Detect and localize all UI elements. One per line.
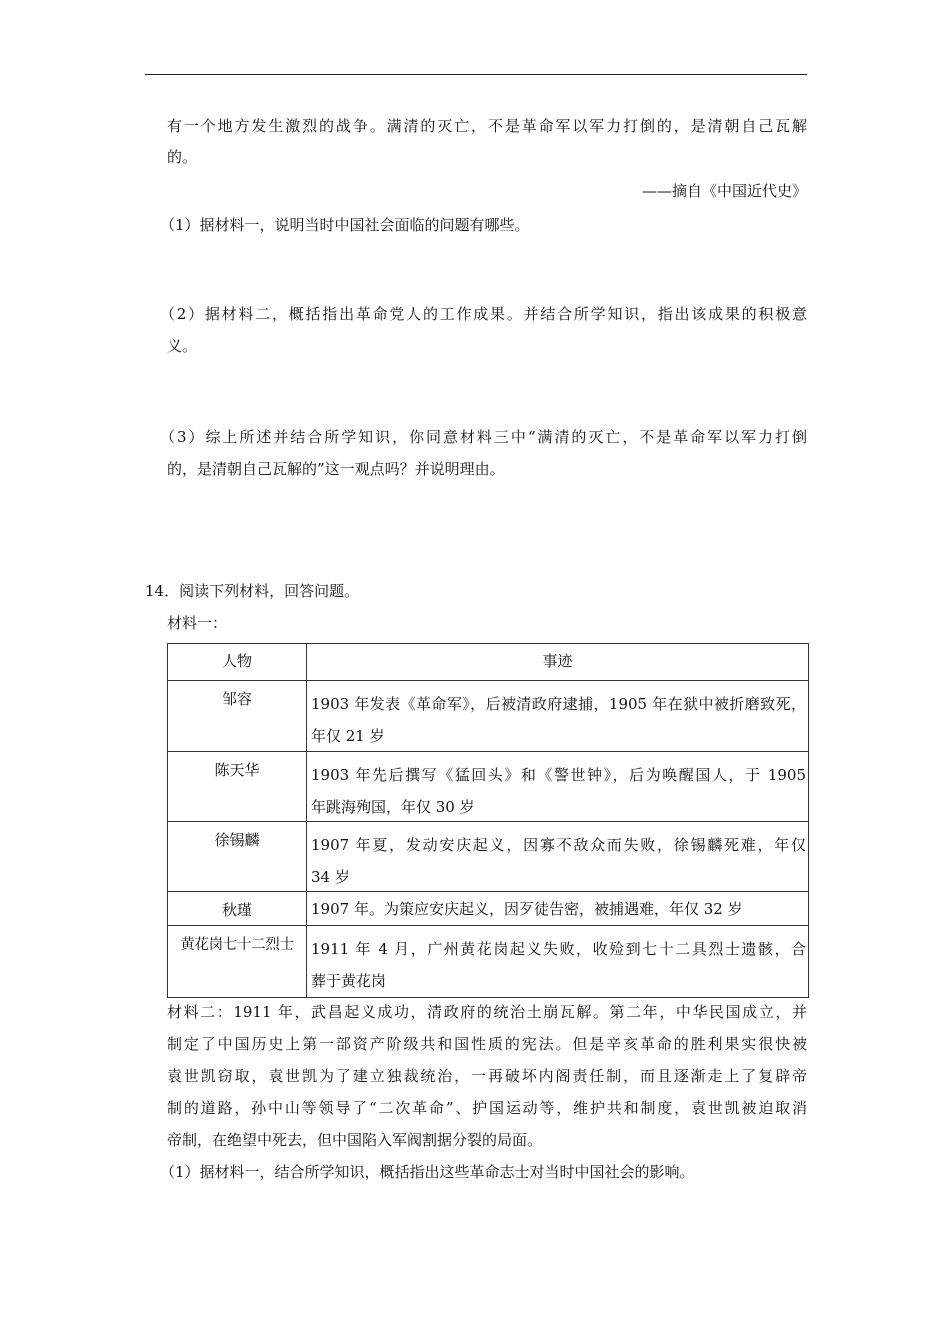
cell-deed: [307, 752, 809, 822]
table-header-row: [168, 644, 809, 681]
cell-deed: [307, 892, 809, 926]
cell-name: 邹容: [168, 681, 307, 752]
table-row: [168, 752, 809, 822]
deed-line: 1907 年夏，发动安庆起义，因寡不敌众而失败，徐锡麟死难，年仅: [311, 836, 806, 854]
header-deeds: 事迹: [307, 644, 809, 681]
cell-name: 秋瑾: [168, 892, 307, 926]
deed-line: 1903 年发表《革命军》，后被清政府逮捕，1905 年在狱中被折磨致死，: [311, 695, 806, 713]
cell-name: 陈天华: [168, 752, 307, 822]
material2-line3: 袁世凯窃取，袁世凯为了建立独裁统治，一再破坏内阁责任制，而且逐渐走上了复辟帝: [167, 1067, 807, 1085]
material2-line1: 材料二：1911 年，武昌起义成功，清政府的统治土崩瓦解。第二年，中华民国成立，并: [167, 1003, 807, 1021]
q13-question-2-line2: 义。: [167, 337, 198, 355]
table-row: [168, 926, 809, 998]
cell-deed: [307, 681, 809, 752]
table-row: [168, 681, 809, 752]
q14-question-1: （1）据材料一，结合所学知识，概括指出这些革命志士对当时中国社会的影响。: [160, 1163, 695, 1181]
q13-question-1: （1）据材料一，说明当时中国社会面临的问题有哪些。: [160, 216, 530, 234]
q13-question-2-line1: （2）据材料二，概括指出革命党人的工作成果。并结合所学知识，指出该成果的积极意: [160, 305, 807, 323]
material1-label: 材料一：: [167, 614, 228, 632]
deed-line: 年仅 21 岁: [311, 727, 385, 745]
deed-line: 1903 年先后撰写《猛回头》和《警世钟》，后为唤醒国人，于 1905: [311, 766, 806, 784]
header-rule: [145, 74, 807, 75]
deed-line: 1907 年。为策应安庆起义，因歹徒告密，被捕遇难，年仅 32 岁: [311, 900, 743, 918]
table-row: [168, 822, 809, 892]
deed-line: 1911 年 4 月，广州黄花岗起义失败，收殓到七十二具烈士遗骸，合: [311, 940, 806, 958]
table-row: [168, 892, 809, 926]
deed-line: 年跳海殉国，年仅 30 岁: [311, 798, 475, 816]
martyrs-table: [167, 643, 809, 998]
q13-question-3-line2: 的，是清朝自己瓦解的”这一观点吗？并说明理由。: [167, 460, 505, 478]
header-person: 人物: [168, 644, 307, 681]
cell-name: 黄花岗七十二烈士: [168, 926, 307, 998]
deed-line: 葬于黄花岗: [311, 972, 387, 990]
material2-line5: 帝制，在绝望中死去，但中国陷入军阀割据分裂的局面。: [167, 1131, 543, 1149]
material2-line4: 制的道路，孙中山等领导了“二次革命”、护国运动等，维护共和制度，袁世凯被迫取消: [167, 1099, 807, 1117]
deed-line: 34 岁: [311, 868, 350, 886]
q13-question-3-line1: （3）综上所述并结合所学知识，你同意材料三中“满清的灭亡，不是革命军以军力打倒: [160, 428, 807, 446]
cell-deed: [307, 926, 809, 998]
q14-heading: 14．阅读下列材料，回答问题。: [145, 582, 360, 600]
material3-text-line2: 的。: [167, 148, 198, 166]
material2-line2: 制定了中国历史上第一部资产阶级共和国性质的宪法。但是辛亥革命的胜利果实很快被: [167, 1035, 807, 1053]
cell-name: 徐锡麟: [168, 822, 307, 892]
material3-text-line1: 有一个地方发生激烈的战争。满清的灭亡，不是革命军以军力打倒的，是清朝自己瓦解: [167, 117, 807, 135]
material3-source: ——摘自《中国近代史》: [641, 182, 807, 200]
cell-deed: [307, 822, 809, 892]
